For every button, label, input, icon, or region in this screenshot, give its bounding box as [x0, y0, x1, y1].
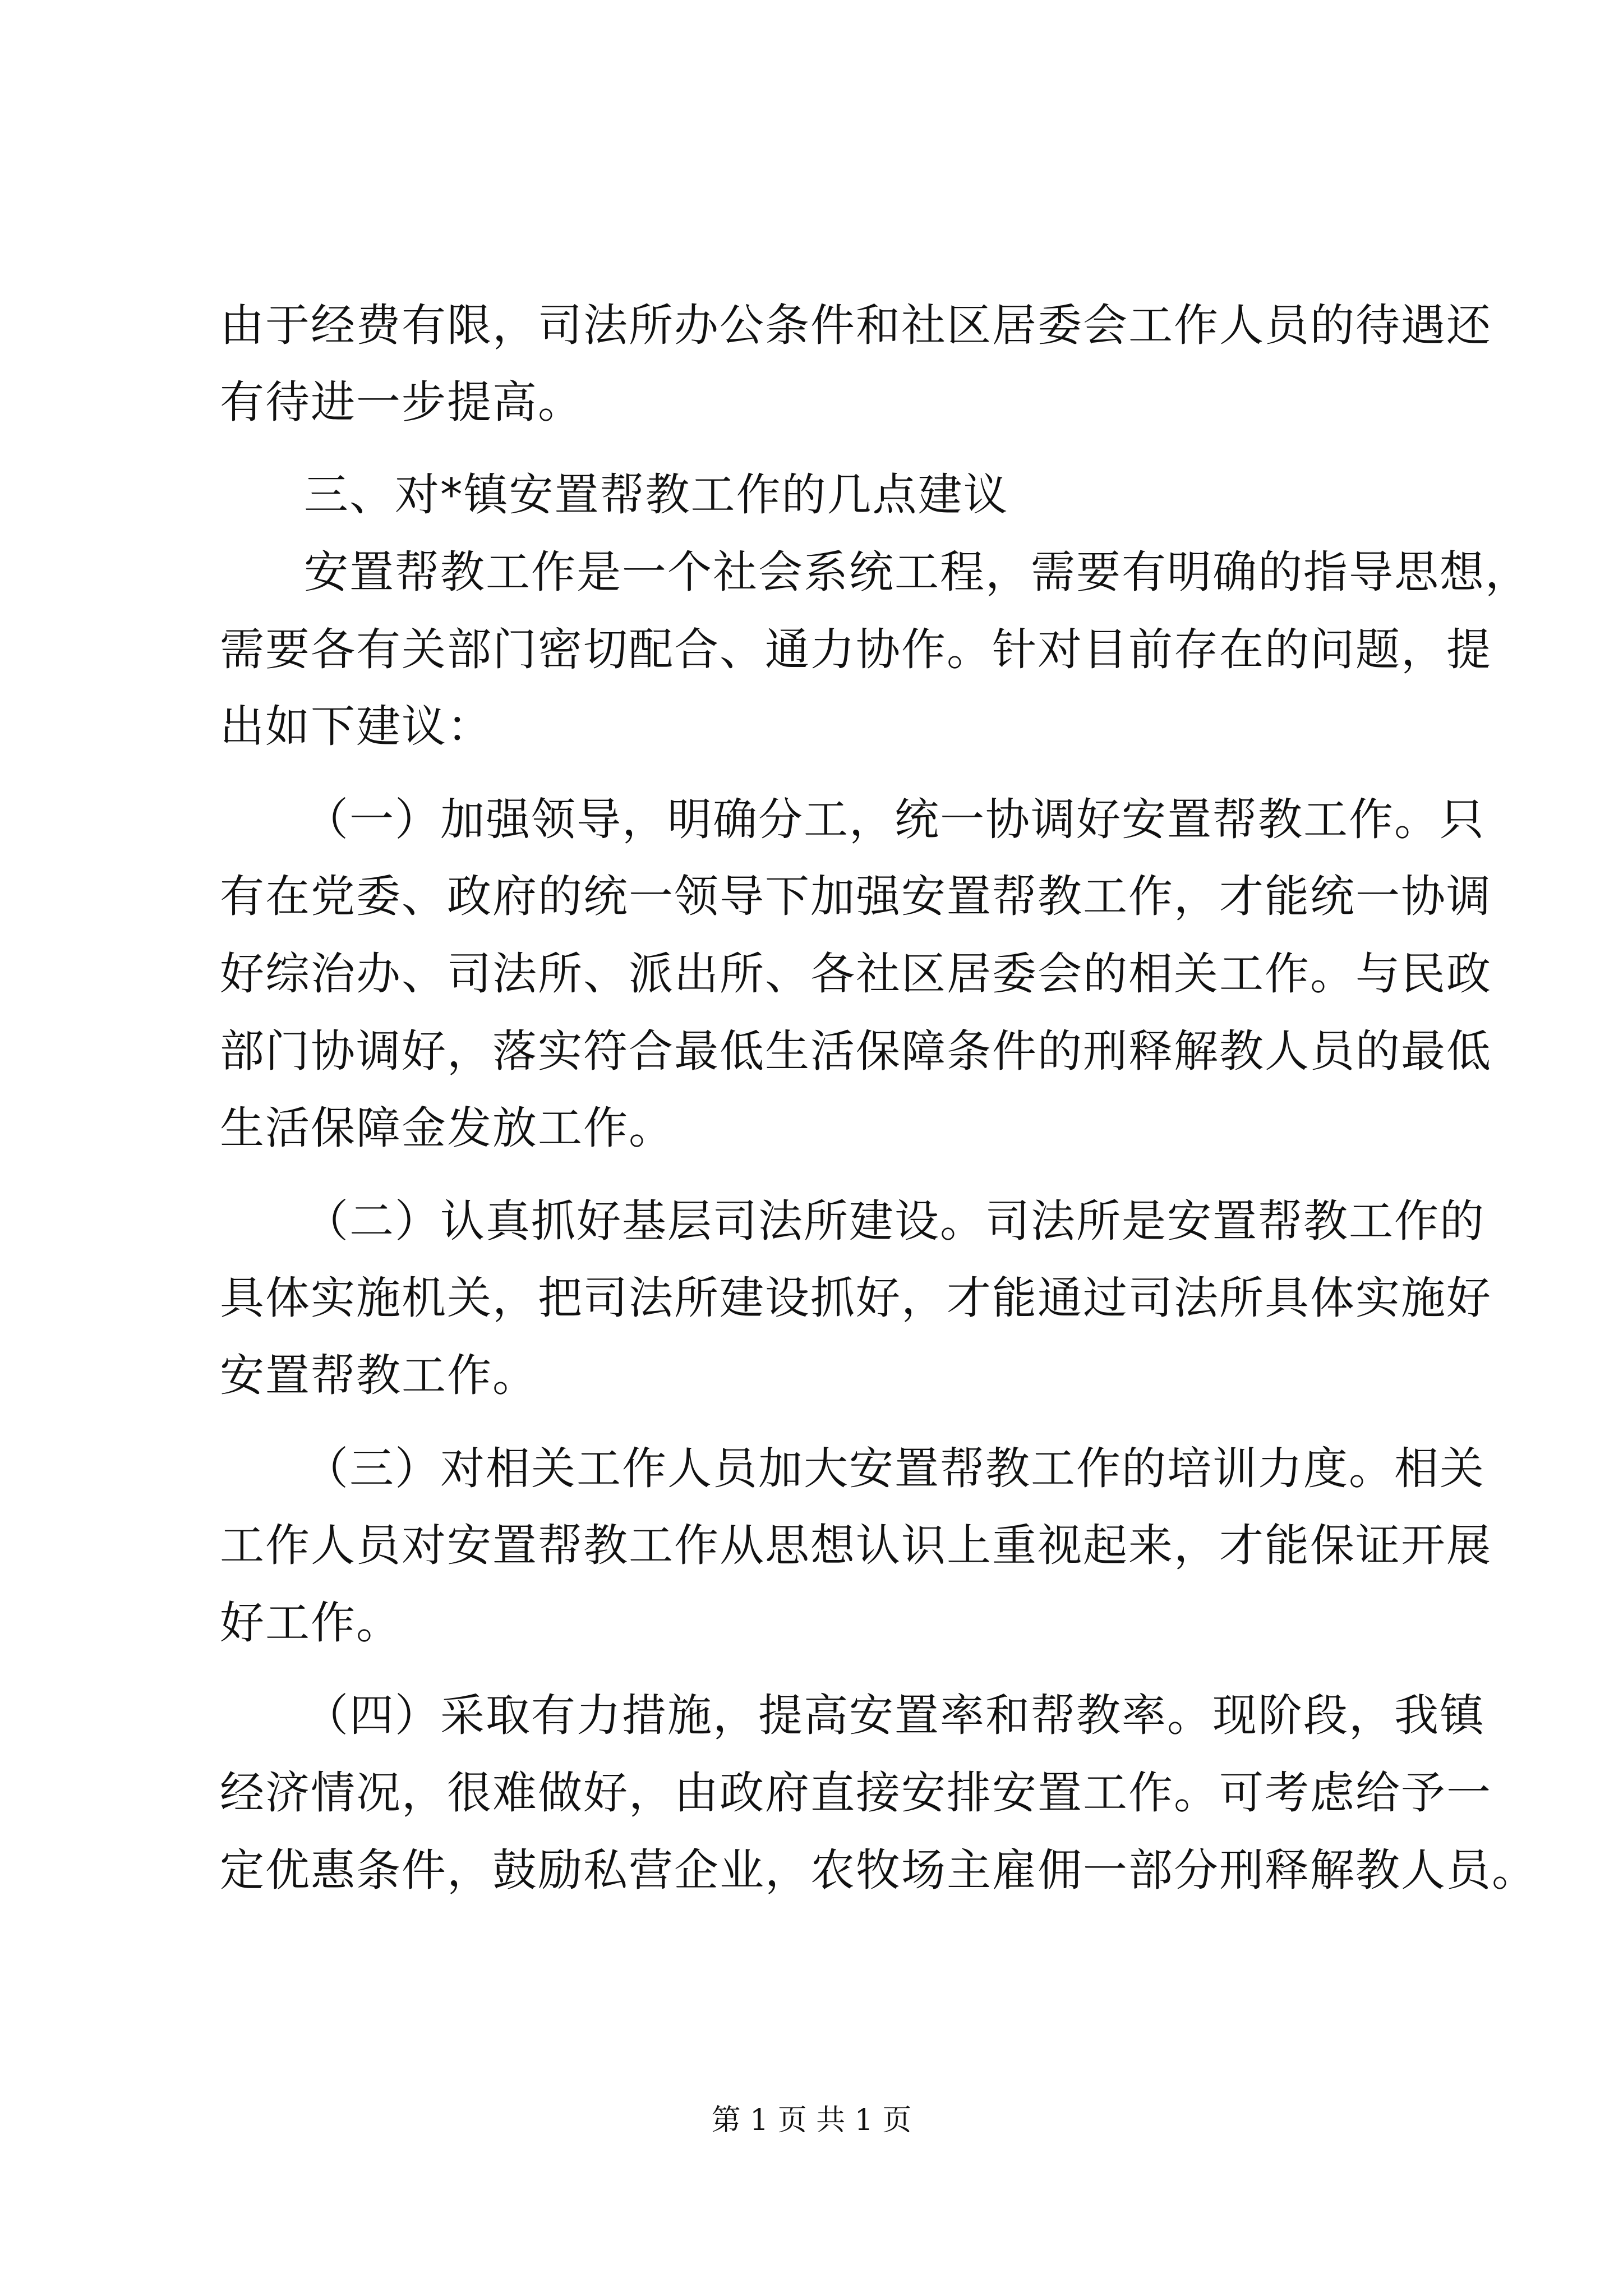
text-line: 安置帮教工作。	[220, 1350, 538, 1401]
text-line: 出如下建议：	[220, 701, 492, 752]
text-line: 有在党委、政府的统一领导下加强安置帮教工作，才能统一协调	[220, 871, 1492, 922]
text-line: 部门协调好，落实符合最低生活保障条件的刑释解教人员的最低	[220, 1025, 1492, 1077]
text-line: 由于经费有限，司法所办公条件和社区居委会工作人员的待遇还	[220, 300, 1492, 351]
text-line: 定优惠条件，鼓励私营企业，农牧场主雇佣一部分刑释解教人员。	[220, 1844, 1537, 1896]
text-line: 有待进一步提高。	[220, 376, 583, 428]
page-footer: 第 1 页 共 1 页	[711, 2104, 912, 2137]
text-line: 好综治办、司法所、派出所、各社区居委会的相关工作。与民政	[220, 948, 1492, 1000]
text-line: 安置帮教工作是一个社会系统工程，需要有明确的指导思想，	[304, 546, 1530, 598]
text-line: 好工作。	[220, 1597, 402, 1649]
text-line: 工作人员对安置帮教工作从思想认识上重视起来，才能保证开展	[220, 1520, 1492, 1571]
text-line: 经济情况，很难做好，由政府直接安排安置工作。可考虑给予一	[220, 1767, 1492, 1819]
text-line: （二）认真抓好基层司法所建设。司法所是安置帮教工作的	[304, 1195, 1485, 1247]
text-line: 生活保障金发放工作。	[220, 1102, 674, 1154]
text-line: 需要各有关部门密切配合、通力协作。针对目前存在的问题，提	[220, 624, 1492, 675]
text-line: （三）对相关工作人员加大安置帮教工作的培训力度。相关	[304, 1443, 1485, 1494]
section-heading: 三、对*镇安置帮教工作的几点建议	[304, 469, 1009, 521]
text-line: （一）加强领导，明确分工，统一协调好安置帮教工作。只	[304, 794, 1485, 845]
text-line: 具体实施机关，把司法所建设抓好，才能通过司法所具体实施好	[220, 1272, 1492, 1324]
text-line: （四）采取有力措施，提高安置率和帮教率。现阶段，我镇	[304, 1690, 1485, 1741]
